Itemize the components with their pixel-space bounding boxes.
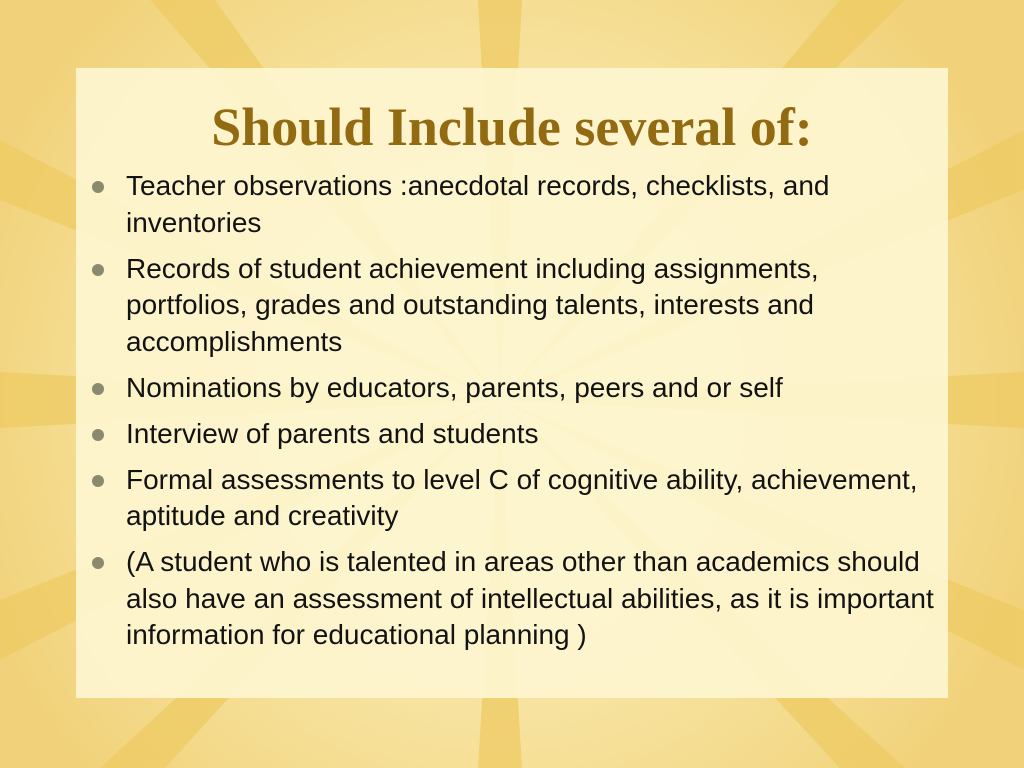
bullet-item (86, 370, 936, 407)
bullet-dot-icon (92, 429, 104, 441)
bullet-text: Interview of parents and students (126, 417, 539, 449)
bullet-dot-icon (92, 475, 104, 487)
bullet-dot-icon (92, 383, 104, 395)
bullet-text: Formal assessments to level C of cognitive ability, achievement, aptitude and creativity (126, 463, 918, 531)
bullet-dot-icon (92, 181, 104, 193)
bullet-list (86, 168, 936, 663)
bullet-text: (A student who is talented in areas other than academics should also have an assessment of intellectual abilities, as it is important information for educational planning ) (126, 546, 934, 650)
bullet-item (86, 251, 936, 361)
bullet-item (86, 544, 936, 654)
bullet-dot-icon (92, 264, 104, 276)
bullet-item (86, 416, 936, 453)
bullet-text: Nominations by educators, parents, peers and or self (126, 371, 783, 403)
slide-title: Should Include several of: (211, 97, 813, 157)
bullet-dot-icon (92, 557, 104, 569)
bullet-text: Teacher observations :anecdotal records, checklists, and inventories (126, 170, 830, 238)
bullet-text: Records of student achievement including assignments, portfolios, grades and outstanding talents, interests and accomplishments (126, 252, 819, 357)
bullet-item (86, 462, 936, 535)
bullet-item (86, 168, 936, 241)
